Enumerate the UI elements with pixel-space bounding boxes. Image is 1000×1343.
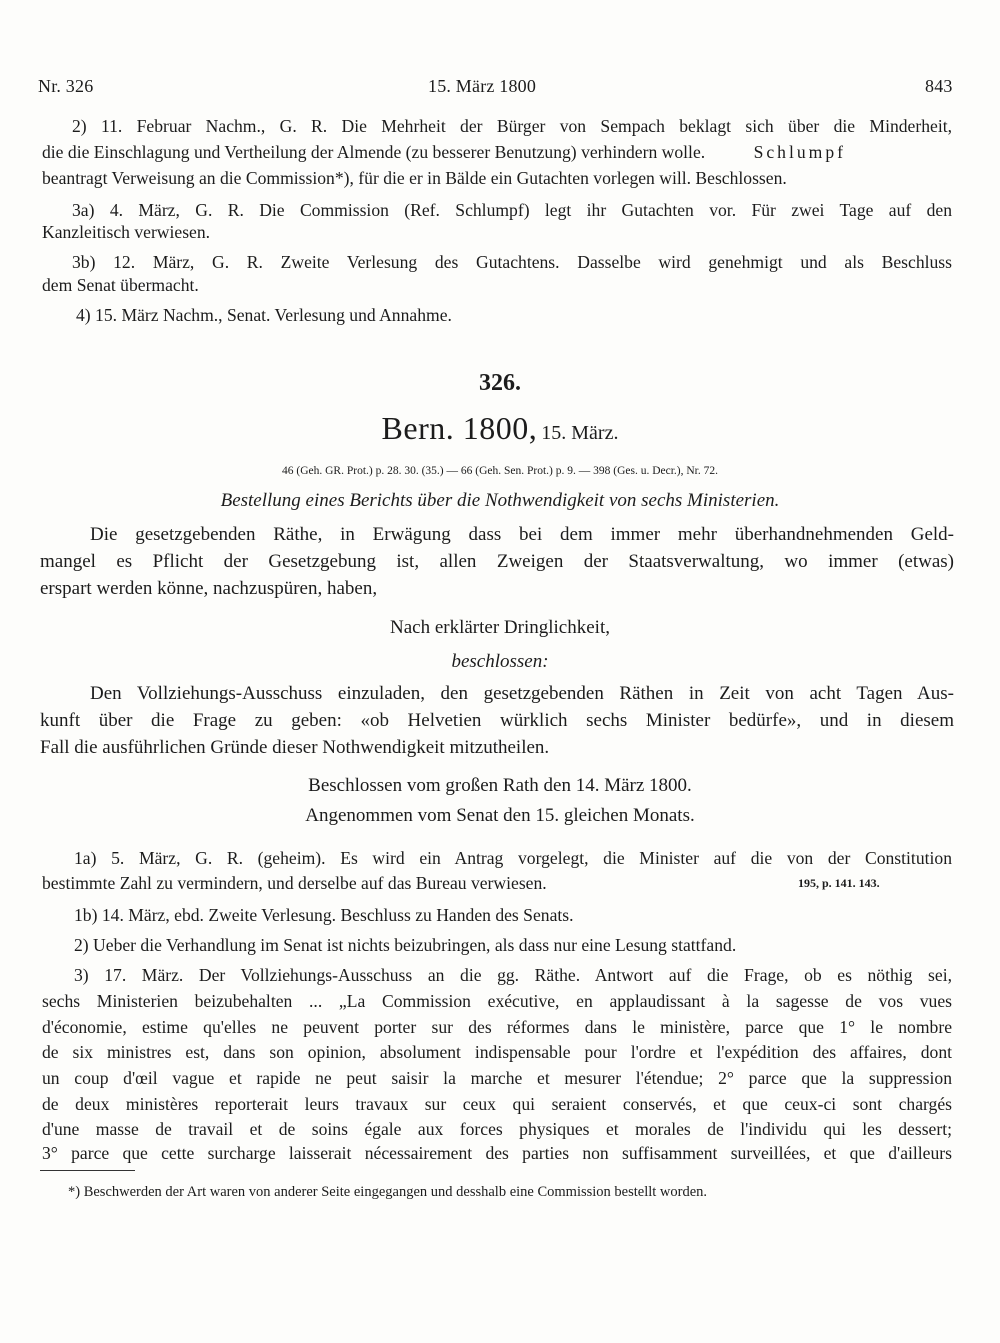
body-line-1: Die gesetzgebenden Räthe, in Erwägung dass bei dem immer mehr überhandnehmenden Geld- (90, 524, 954, 545)
document-title: Bestellung eines Berichts über die Nothwendigkeit von sechs Ministerien. (220, 490, 780, 511)
body-line-2: mangel es Pflicht der Gesetzgebung ist, allen Zweigen der Staatsverwaltung, wo immer (etwas) (40, 551, 954, 572)
footnote-rule (40, 1170, 135, 1171)
resolution-grand-council: Beschlossen vom großen Rath den 14. März 1800. (308, 775, 692, 796)
header-date: 15. März 1800 (428, 76, 537, 96)
footnote: *) Beschwerden der Art waren von anderer Seite eingegangen und desshalb eine Commission bestellt worden. (68, 1184, 708, 1200)
urgency-clause: Nach erklärter Dringlichkeit, (390, 617, 610, 638)
document-sources: 46 (Geh. GR. Prot.) p. 28. 30. (35.) — 66 (Geh. Sen. Prot.) p. 9. — 398 (Ges. u. Decr.), Nr. 72. (282, 465, 718, 477)
note-3-line1: 3) 17. März. Der Vollziehungs-Ausschuss an die gg. Räthe. Antwort auf die Frage, ob es nöthig sei, (74, 965, 952, 985)
resolution-senate: Angenommen vom Senat den 15. gleichen Monats. (305, 805, 695, 826)
prev-note-3b-line1: 3b) 12. März, G. R. Zweite Verlesung des Gutachtens. Dasselbe wird genehmigt und als Beschluss (72, 252, 952, 272)
prev-note-3a-line2: Kanzleitisch verwiesen. (42, 222, 211, 242)
note-1a-line1: 1a) 5. März, G. R. (geheim). Es wird ein Antrag vorgelegt, die Minister auf die von der Constitution (74, 848, 952, 868)
note-3-line8: 3° parce que cette surcharge laisserait nécessairement des parties non suffisamment surveillées, et que d'ailleurs (42, 1143, 952, 1163)
document-place-date (0, 410, 1000, 447)
document-number: 326. (479, 370, 521, 396)
body-line-5: kunft über die Frage zu geben: «ob Helvetien würklich sechs Minister bedürfe», und in diesem (40, 710, 954, 731)
prev-note-2-name: Schlumpf (753, 142, 846, 162)
prev-note-2-line2 (42, 142, 846, 163)
header-number: Nr. 326 (38, 76, 94, 96)
body-line-6: Fall die ausführlichen Gründe dieser Nothwendigkeit mitzutheilen. (40, 737, 550, 758)
header-page-number: 843 (925, 76, 953, 96)
document-place-year: Bern. 1800, (381, 410, 538, 446)
note-3-line5: un coup d'œil vague et rapide ne peut saisir la marche et mesurer l'étendue; 2° parce que la suppression (42, 1068, 952, 1088)
prev-note-2-line1: 2) 11. Februar Nachm., G. R. Die Mehrheit der Bürger von Sempach beklagt sich über die Minderheit, (72, 116, 952, 136)
note-3-line2: sechs Ministerien beizubehalten ... „La Commission exécutive, en applaudissant à la sagesse de vos vues (42, 991, 952, 1011)
note-3-line6: de deux ministères reporterait leurs travaux sur ceux qui seraient conservés, et que ceux-ci sont chargés (42, 1094, 952, 1114)
note-1a-line2: bestimmte Zahl zu vermindern, und derselbe auf das Bureau verwiesen. (42, 873, 547, 893)
prev-note-2-text: die die Einschlagung und Vertheilung der Almende (zu besserer Benutzung) verhindern wolle. (42, 142, 706, 162)
prev-note-4: 4) 15. März Nachm., Senat. Verlesung und Annahme. (76, 305, 452, 325)
prev-note-2-line3: beantragt Verweisung an die Commission*), für die er in Bälde ein Gutachten vorlegen will. Beschlossen. (42, 168, 787, 188)
document-day: 15. März. (541, 422, 619, 444)
note-3-line4: de six ministres est, dans son opinion, absolument indispensable pour l'ordre et l'expédition des affaires, dont (42, 1042, 952, 1062)
body-line-3: erspart werden könne, nachzuspüren, haben, (40, 578, 378, 599)
resolved-heading: beschlossen: (451, 651, 549, 672)
note-3-line7: d'une masse de travail et de soins égale aux forces physiques et morales de l'individu qui les dessert; (42, 1119, 952, 1139)
prev-note-3a-line1: 3a) 4. März, G. R. Die Commission (Ref. Schlumpf) legt ihr Gutachten vor. Für zwei Tage auf den (72, 200, 952, 220)
body-line-4: Den Vollziehungs-Ausschuss einzuladen, den gesetzgebenden Räthen in Zeit von acht Tagen Aus- (90, 683, 954, 704)
prev-note-3b-line2: dem Senat übermacht. (42, 275, 199, 295)
note-1b: 1b) 14. März, ebd. Zweite Verlesung. Beschluss zu Handen des Senats. (74, 905, 574, 925)
note-3-line3: d'économie, estime qu'elles ne peuvent porter sur des réformes dans le ministère, parce que 1° le nombre (42, 1017, 952, 1037)
note-1a-reference: 195, p. 141. 143. (798, 876, 880, 890)
note-2: 2) Ueber die Verhandlung im Senat ist nichts beizubringen, als dass nur eine Lesung stattfand. (74, 935, 737, 955)
